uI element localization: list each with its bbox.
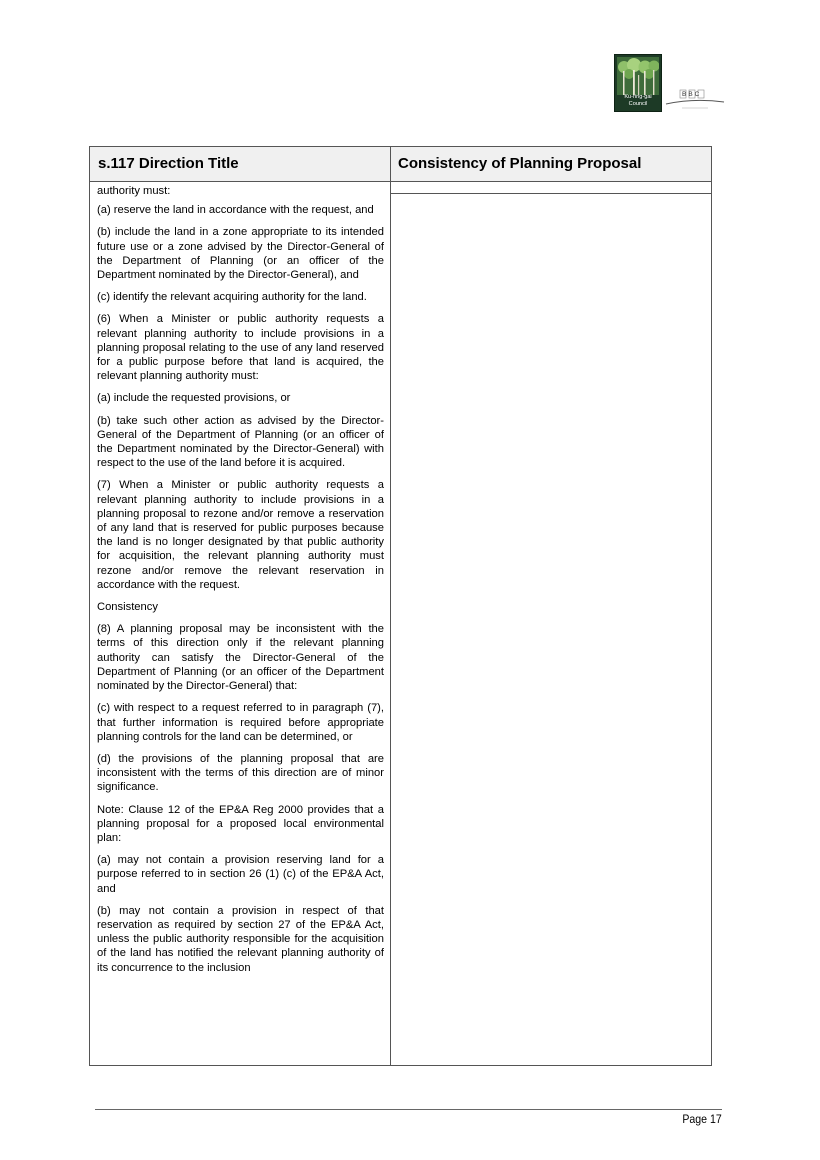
footer-rule xyxy=(95,1109,722,1110)
paragraph: (a) may not contain a provision reserving land for a purpose referred to in section 26 (1) (c) of the EP&A Act, and xyxy=(97,854,384,895)
bbc-logo xyxy=(664,88,726,112)
tree-icon xyxy=(617,57,659,95)
paragraph: Consistency xyxy=(97,601,158,614)
paragraph: (b) take such other action as advised by the Director-General of the Department of Planning (or an officer of the Department nominated by the Director-General) with respect to the use of the land before it is acquired. xyxy=(97,414,384,470)
paragraph: Note: Clause 12 of the EP&A Reg 2000 provides that a planning proposal for a proposed local environmental plan: xyxy=(97,803,384,844)
paragraph: (c) identify the relevant acquiring authority for the land. xyxy=(97,291,367,304)
paragraph: (b) may not contain a provision in respect of that reservation as required by section 27 of the EP&A Act, unless the public authority responsible for the acquisition of the land has notified the relevant planning authority of its concurrence to the inclusion xyxy=(97,904,384,974)
column-divider xyxy=(390,147,391,1065)
direction-text-column xyxy=(90,182,390,983)
paragraph: (8) A planning proposal may be inconsistent with the terms of this direction only if the relevant planning authority can satisfy the Director-General of the Department of Planning (or an officer of the Department nominated by the Director-General) that: xyxy=(97,623,384,693)
paragraph: (6) When a Minister or public authority requests a relevant planning authority to include provisions in a planning proposal relating to the use of any land reserved for a public purpose before that land is acquired, the relevant planning authority must: xyxy=(97,313,384,383)
paragraph: (c) with respect to a request referred to in paragraph (7), that further information is required before appropriate planning controls for the land can be determined, or xyxy=(97,702,384,743)
paragraph: (7) When a Minister or public authority requests a relevant planning authority to include provisions in a planning proposal to rezone and/or remove a reservation of any land that is reserved for public purposes because the land is no longer designated by that public authority for acquisition, the relevant planning authority must rezone and/or remove the relevant reservation in accordance with the request. xyxy=(97,479,384,591)
council-name: Ku-ring-gai Council xyxy=(624,94,652,107)
bbc-letters: BBC xyxy=(682,91,702,98)
ku-ring-gai-council-logo xyxy=(614,54,662,112)
consistency-cell xyxy=(391,182,711,194)
table-header-row xyxy=(90,147,711,182)
paragraph: (a) reserve the land in accordance with the request, and xyxy=(97,204,374,217)
paragraph: (b) include the land in a zone appropriate to its intended future use or a zone advised by the Director-General of the Department of Planning (or an officer of the Department nominated by the Director-General), and xyxy=(97,226,384,282)
paragraph: (d) the provisions of the planning proposal that are inconsistent with the terms of this direction are of minor significance. xyxy=(97,752,384,794)
header-direction-title: s.117 Direction Title xyxy=(98,155,239,172)
direction-table xyxy=(89,146,712,1066)
page-number: Page 17 xyxy=(682,1112,722,1126)
paragraph: authority must: xyxy=(97,185,171,197)
header-consistency: Consistency of Planning Proposal xyxy=(398,155,642,172)
paragraph: (a) include the requested provisions, or xyxy=(97,392,291,405)
